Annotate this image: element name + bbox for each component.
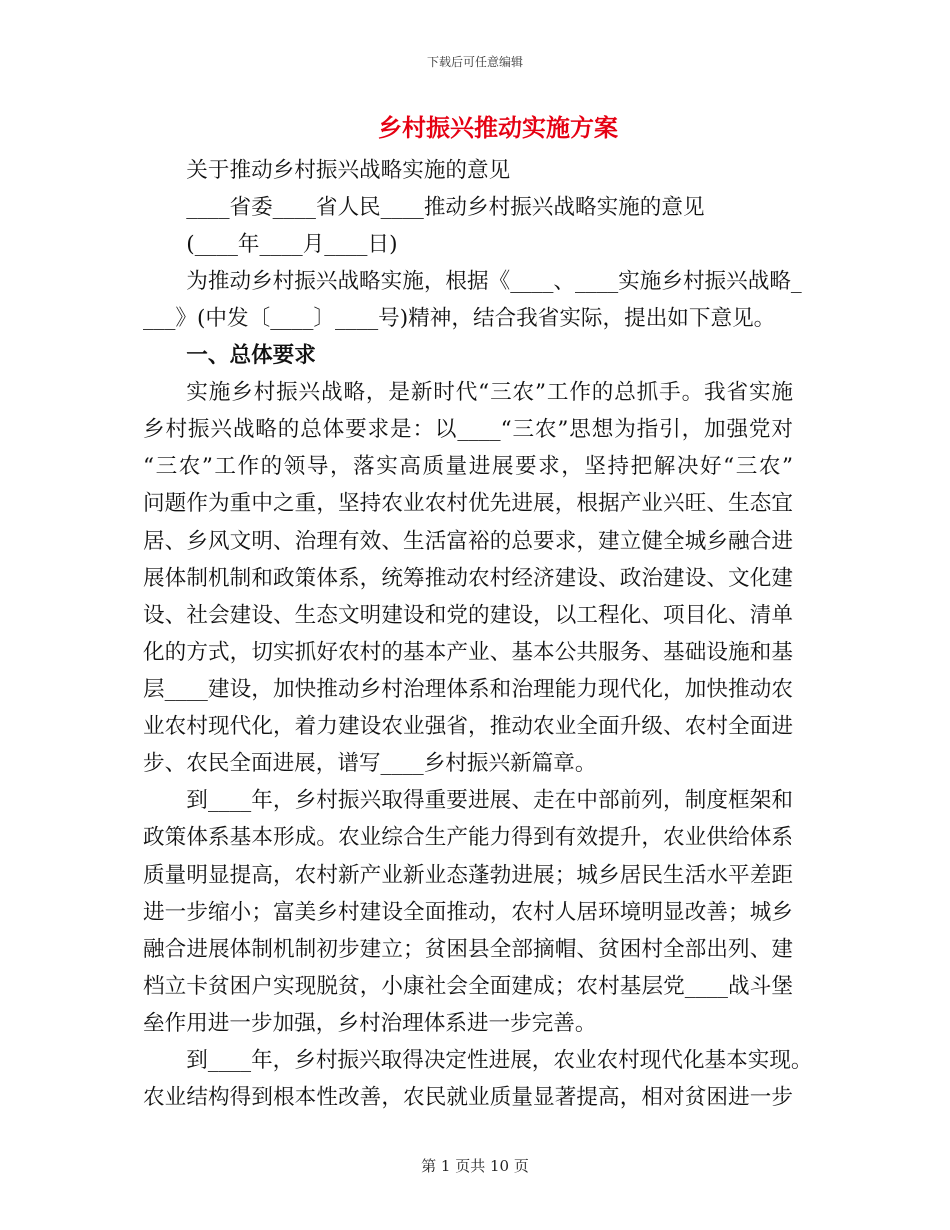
intro-subtitle: 关于推动乡村振兴战略实施的意见 — [186, 157, 511, 183]
page-number: 第 1 页共 10 页 — [421, 1157, 529, 1175]
paragraph-line: 农业结构得到根本性改善，农民就业质量显著提高，相对贫困进一步 — [143, 1085, 793, 1111]
intro-paragraph-line: 为推动乡村振兴战略实施，根据《____、____实施乡村振兴战略_ — [186, 268, 802, 294]
paragraph-line: 业农村现代化，着力建设农业强省，推动农业全面升级、农村全面进 — [143, 714, 793, 740]
paragraph-line: 层____建设，加快推动乡村治理体系和治理能力现代化，加快推动农 — [143, 677, 793, 703]
document-body — [143, 152, 813, 1117]
paragraph-line: 居、乡风文明、治理有效、生活富裕的总要求，建立健全城乡融合进 — [143, 528, 793, 554]
intro-issuer-line: ____省委____省人民____推动乡村振兴战略实施的意见 — [186, 194, 705, 220]
page-header-note: 下载后可任意编辑 — [426, 55, 523, 69]
paragraph-first-milestone — [143, 782, 793, 1042]
paragraph-line: 乡村振兴战略的总体要求是：以____“三农”思想为指引，加强党对 — [143, 417, 793, 443]
intro-date-line: (____年____月____日) — [186, 231, 398, 257]
paragraph-line: 到____年，乡村振兴取得重要进展、走在中部前列，制度框架和 — [186, 788, 793, 814]
paragraph-line: 质量明显提高，农村新产业新业态蓬勃进展；城乡居民生活水平差距 — [143, 862, 793, 888]
paragraph-line: 实施乡村振兴战略，是新时代“三农”工作的总抓手。我省实施 — [186, 380, 793, 406]
paragraph-line: “三农”工作的领导，落实高质量进展要求，坚持把解决好“三农” — [143, 454, 793, 480]
paragraph-line: 化的方式，切实抓好农村的基本产业、基本公共服务、基础设施和基 — [143, 639, 793, 665]
paragraph-line: 步、农民全面进展，谱写____乡村振兴新篇章。 — [143, 751, 597, 777]
document-title: 乡村振兴推动实施方案 — [378, 113, 618, 142]
paragraph-line: 垒作用进一步加强，乡村治理体系进一步完善。 — [143, 1011, 597, 1037]
paragraph-general-requirements — [143, 374, 793, 782]
paragraph-line: 展体制机制和政策体系，统筹推动农村经济建设、政治建设、文化建 — [143, 565, 793, 591]
paragraph-line: 政策体系基本形成。农业综合生产能力得到有效提升，农业供给体系 — [143, 825, 793, 851]
paragraph-line: 问题作为重中之重，坚持农业农村优先进展，根据产业兴旺、生态宜 — [143, 491, 793, 517]
intro-paragraph-line: ___》(中发〔____〕____号)精神，结合我省实际，提出如下意见。 — [143, 305, 776, 331]
paragraph-line: 设、社会建设、生态文明建设和党的建设，以工程化、项目化、清单 — [143, 602, 793, 628]
paragraph-line: 到____年，乡村振兴取得决定性进展，农业农村现代化基本实现。 — [186, 1048, 813, 1074]
paragraph-second-milestone — [143, 1042, 813, 1116]
paragraph-line: 融合进展体制机制初步建立；贫困县全部摘帽、贫困村全部出列、建 — [143, 936, 793, 962]
paragraph-line: 进一步缩小；富美乡村建设全面推动，农村人居环境明显改善；城乡 — [143, 899, 793, 925]
paragraph-line: 档立卡贫困户实现脱贫，小康社会全面建成；农村基层党____战斗堡 — [143, 973, 793, 999]
section-heading: 一、总体要求 — [186, 343, 316, 369]
